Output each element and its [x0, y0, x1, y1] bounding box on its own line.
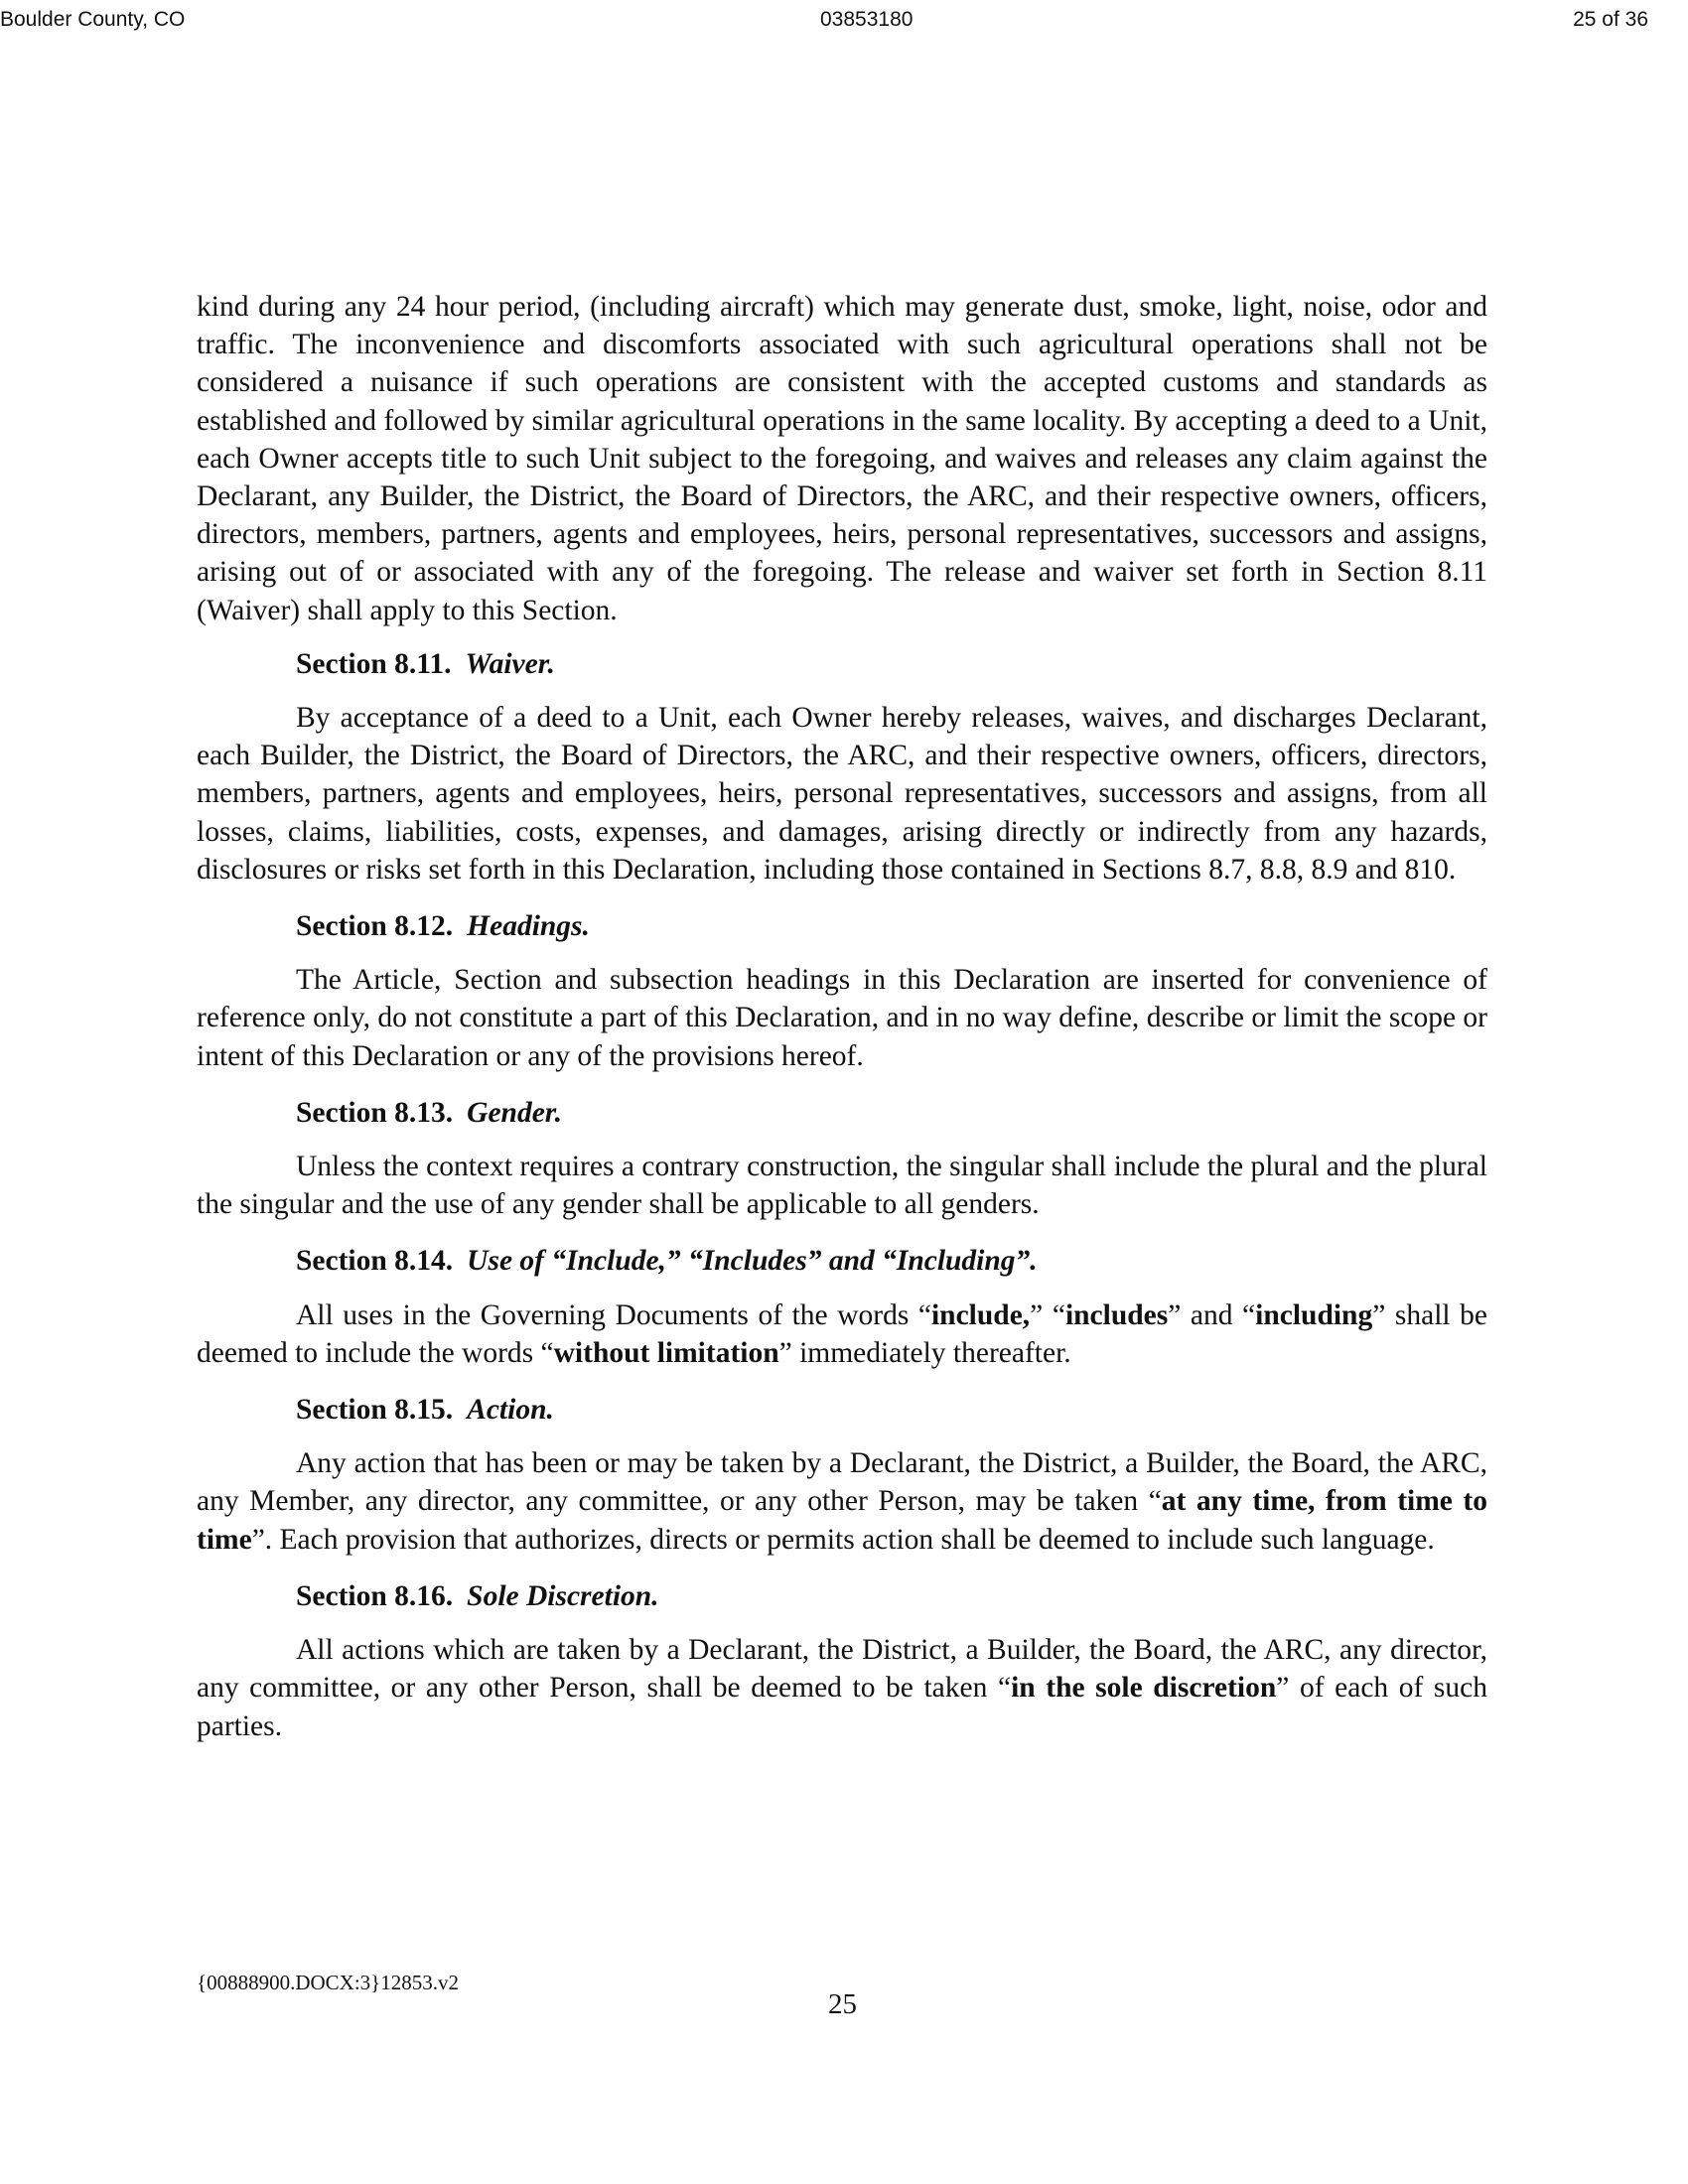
section-text-8-13: Unless the context requires a contrary construction, the singular shall include the plural and the plural the singular and the use of any gender shall be applicable to all genders.: [197, 1151, 1487, 1221]
page-number: 25: [828, 1988, 857, 2020]
section-number: Section 8.12.: [296, 910, 454, 943]
section-heading-8-13: [197, 1094, 1487, 1132]
section-number: Section 8.15.: [296, 1394, 454, 1427]
defined-term: including: [1255, 1298, 1373, 1331]
section-text-8-14: [197, 1297, 1487, 1372]
recording-header: [0, 4, 1688, 34]
section-title: Waiver.: [465, 647, 555, 680]
text-run: Any action that has been or may be taken by a Declarant, the District, a Builder, the Board, the ARC, any Member, any director, any committee, or any other Person, may be taken “: [197, 1447, 1487, 1518]
reception-number: 03853180: [820, 8, 914, 31]
text-run: ” shall be deemed to include the words “: [197, 1298, 1488, 1369]
section-number: Section 8.13.: [296, 1096, 454, 1129]
section-title: Action.: [467, 1394, 554, 1427]
section-heading-8-12: [197, 907, 1487, 945]
text-run: ”. Each provision that authorizes, directs or permits action shall be deemed to include such language.: [251, 1523, 1435, 1556]
text-run: ” of each of such parties.: [197, 1672, 1487, 1742]
section-title: Gender.: [467, 1096, 563, 1129]
section-heading-8-16: [197, 1577, 1487, 1615]
section-text-8-12: The Article, Section and subsection headings in this Declaration are inserted for convenience of reference only, do not constitute a part of this Declaration, and in no way define, describe or limit the scope or intent of this Declaration or any of the provisions hereof.: [197, 964, 1487, 1072]
section-title: Sole Discretion.: [467, 1579, 659, 1612]
defined-term: include,: [930, 1298, 1031, 1331]
section-text-8-15: [197, 1444, 1487, 1559]
section-text-8-11: By acceptance of a deed to a Unit, each Owner hereby releases, waives, and discharges Declarant, each Builder, the District, the Board of Directors, the ARC, and their respective owners, officers, directors, members, partners, agents and employees, heirs, personal representatives, successors and assigns, from all losses, claims, liabilities, costs, expenses, and damages, arising directly or indirectly from any hazards, disclosures or risks set forth in this Declaration, including those contained in Sections 8.7, 8.8, 8.9 and 810.: [197, 702, 1487, 886]
section-number: Section 8.11.: [296, 647, 452, 680]
section-number: Section 8.14.: [296, 1245, 454, 1278]
section-heading-8-11: [197, 645, 1487, 683]
text-run: ” and “: [1168, 1298, 1256, 1331]
defined-term: includes: [1064, 1298, 1169, 1331]
text-run: All actions which are taken by a Declarant, the District, a Builder, the Board, the ARC, any director, any committee, or any other Person, shall be deemed to be taken “: [197, 1634, 1487, 1705]
section-title: Use of “Include,” “Includes” and “Including”.: [467, 1245, 1038, 1278]
defined-term: at any time, from time to time: [197, 1485, 1487, 1556]
document-id-footer: {00888900.DOCX:3}12853.v2: [197, 1971, 459, 1994]
text-run: ” “: [1030, 1298, 1065, 1331]
defined-term: without limitation: [553, 1336, 779, 1369]
continued-paragraph: kind during any 24 hour period, (including aircraft) which may generate dust, smoke, light, noise, odor and traffic. The inconvenience and discomforts associated with such agricultural operations shall not be considered a nuisance if such operations are consistent with the accepted customs and standards as established and followed by similar agricultural operations in the same locality. By accepting a deed to a Unit, each Owner accepts title to such Unit subject to the foregoing, and waives and releases any claim against the Declarant, any Builder, the District, the Board of Directors, the ARC, and their respective owners, officers, directors, members, partners, agents and employees, heirs, personal representatives, successors and assigns, arising out of or associated with any of the foregoing. The release and waiver set forth in Section 8.11 (Waiver) shall apply to this Section.: [197, 291, 1487, 626]
text-run: ” immediately thereafter.: [778, 1336, 1071, 1369]
page-count: 25 of 36: [1573, 8, 1648, 31]
section-heading-8-14: [197, 1242, 1487, 1280]
section-heading-8-15: [197, 1391, 1487, 1429]
section-number: Section 8.16.: [296, 1579, 454, 1612]
section-title: Headings.: [467, 910, 590, 943]
county-label: Boulder County, CO: [0, 8, 186, 31]
section-text-8-16: [197, 1631, 1487, 1745]
defined-term: in the sole discretion: [1011, 1672, 1277, 1705]
text-run: All uses in the Governing Documents of the words “: [296, 1298, 931, 1331]
document-body: [197, 288, 1487, 1745]
